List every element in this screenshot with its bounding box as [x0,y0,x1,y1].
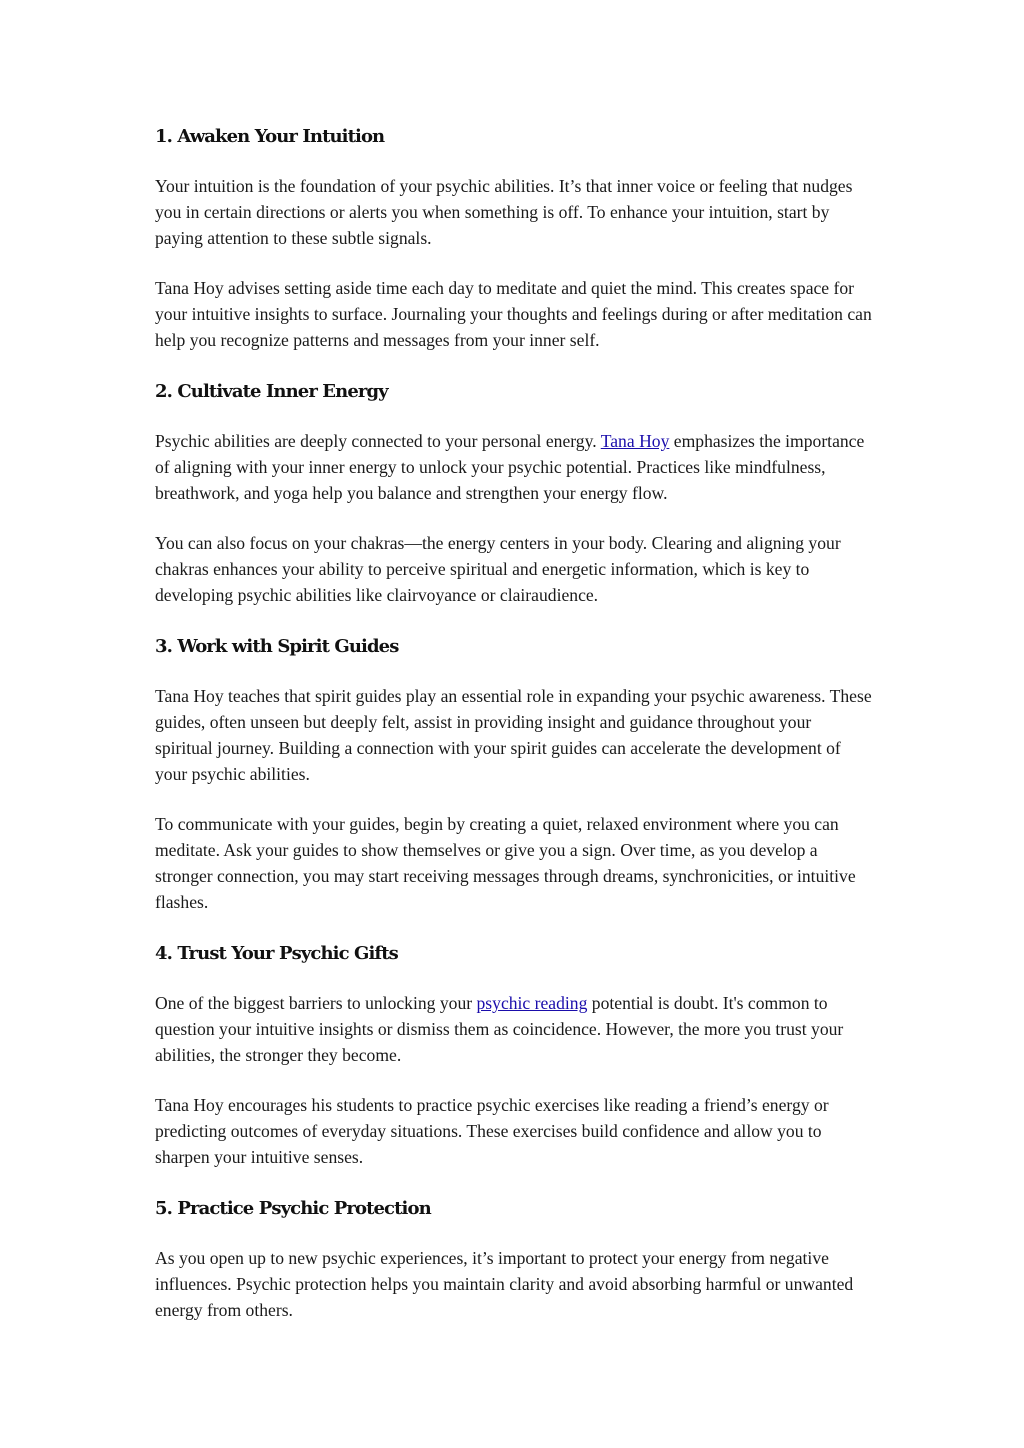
paragraph-text: One of the biggest barriers to unlocking your [155,993,477,1013]
paragraph-text: potential is doubt. It's common to question your intuitive insights or dismiss them as coincidence. However, the more you trust your abilities, the stronger they become. [155,993,844,1065]
paragraph-text: emphasizes the importance of aligning with your inner energy to unlock your psychic potential. Practices like mindfulness, breathwork, and yoga help you balance and strengthen your energy flow. [155,431,865,503]
section-trust-gifts [155,939,873,1170]
psychic-reading-link[interactable]: psychic reading [476,993,588,1013]
paragraph: Tana Hoy teaches that spirit guides play an essential role in expanding your psychic awareness. These guides, often unseen but deeply felt, assist in providing insight and guidance throughout your spiritual journey. Building a connection with your spirit guides can accelerate the development of your psychic abilities. [155,686,872,784]
section-heading: 1. Awaken Your Intuition [155,126,385,147]
section-heading: 2. Cultivate Inner Energy [155,381,388,402]
section-awaken-intuition [155,122,873,353]
paragraph: As you open up to new psychic experiences, it’s important to protect your energy from negative influences. Psychic protection helps you maintain clarity and avoid absorbing harmful or unwanted energy from others. [155,1248,854,1320]
paragraph-text: Psychic abilities are deeply connected to your personal energy. [155,431,601,451]
tana-hoy-link[interactable]: Tana Hoy [600,431,670,451]
document-page [155,122,873,1347]
paragraph [155,990,873,1068]
section-heading: 3. Work with Spirit Guides [155,636,399,657]
section-heading: 4. Trust Your Psychic Gifts [155,943,398,964]
paragraph: You can also focus on your chakras—the energy centers in your body. Clearing and aligning your chakras enhances your ability to perceive spiritual and energetic information, which is key to developing psychic abilities like clairvoyance or clairaudience. [155,533,841,605]
paragraph: Tana Hoy advises setting aside time each day to meditate and quiet the mind. This creates space for your intuitive insights to surface. Journaling your thoughts and feelings during or after meditation can help you recognize patterns and messages from your inner self. [155,278,872,350]
paragraph: To communicate with your guides, begin by creating a quiet, relaxed environment where you can meditate. Ask your guides to show themselves or give you a sign. Over time, as you develop a stronger connection, you may start receiving messages through dreams, synchronicities, or intuitive flashes. [155,814,856,912]
section-spirit-guides [155,632,873,915]
paragraph: Tana Hoy encourages his students to practice psychic exercises like reading a friend’s energy or predicting outcomes of everyday situations. These exercises build confidence and allow you to sharpen your intuitive senses. [155,1095,829,1167]
paragraph [155,428,873,506]
section-cultivate-energy [155,377,873,608]
section-psychic-protection [155,1194,873,1323]
paragraph: Your intuition is the foundation of your psychic abilities. It’s that inner voice or feeling that nudges you in certain directions or alerts you when something is off. To enhance your intuition, start by paying attention to these subtle signals. [155,176,853,248]
section-heading: 5. Practice Psychic Protection [155,1198,431,1219]
